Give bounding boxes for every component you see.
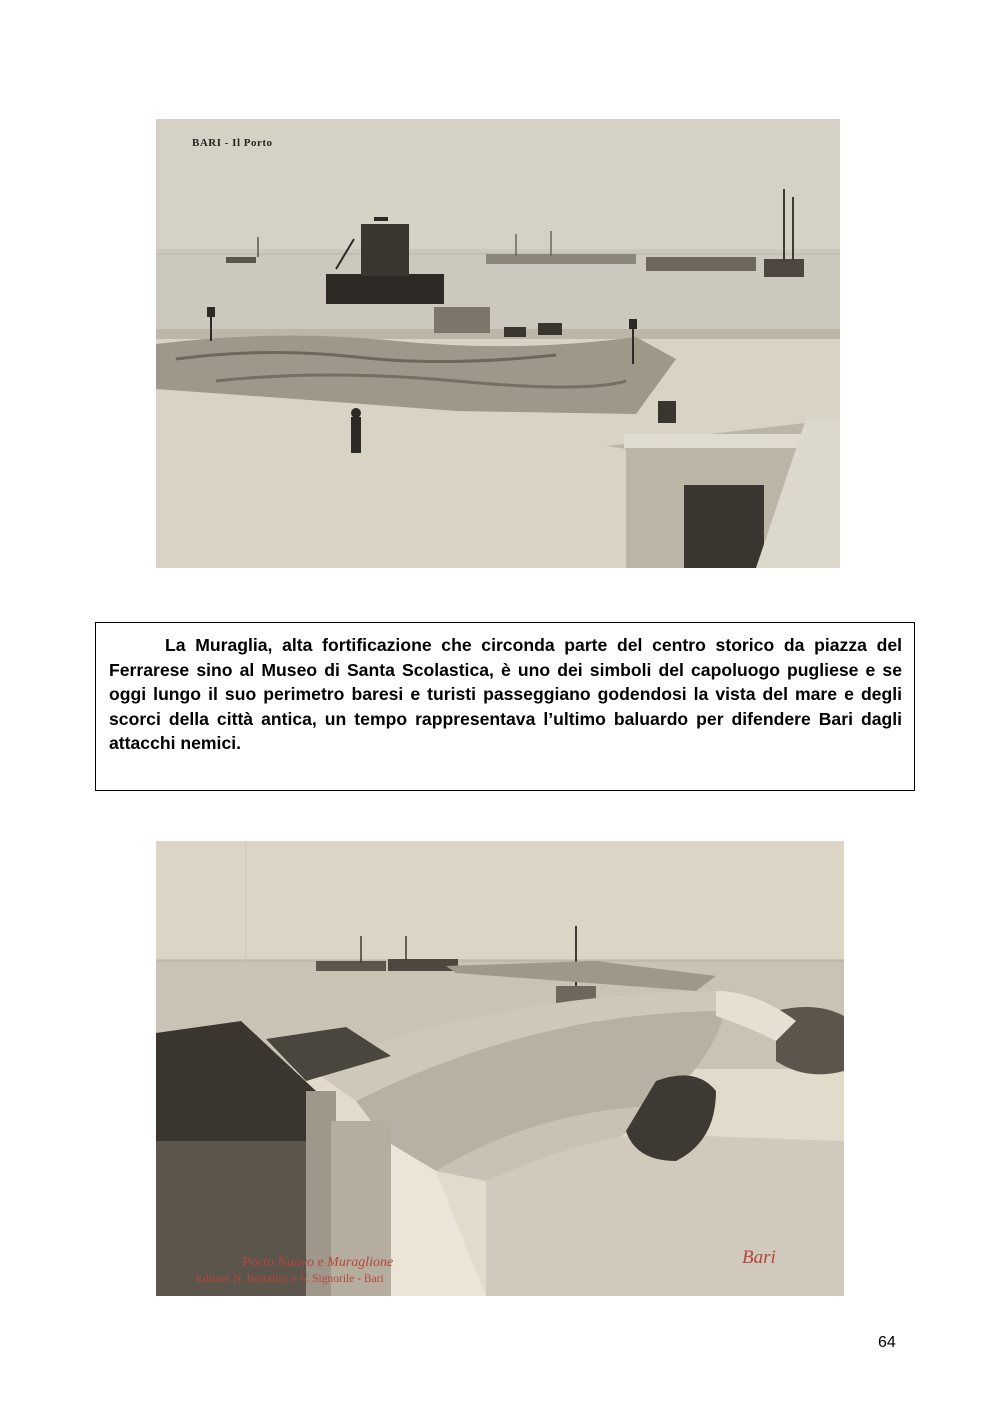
wall-photo (156, 841, 844, 1296)
body-paragraph: La Muraglia, alta fortificazione che circonda parte del centro storico da piazza del Ferrarese sino al Museo di Santa Scolastica, è uno dei simboli del capoluogo pugliese e se oggi lungo il suo perimetro baresi e turisti passeggiano godendosi la vista del mare e degli scorci della città antica, un tempo rappresentava l’ultimo baluardo per difendere Bari dagli attacchi nemici. (109, 635, 902, 754)
postcard-porto-nuovo-muraglione (156, 841, 844, 1296)
postcard-caption: BARI - Il Porto (192, 137, 273, 149)
postcard-bari-il-porto (156, 119, 840, 568)
postcard-city-label: Bari (742, 1247, 776, 1268)
harbor-photo (156, 119, 840, 568)
postcard-editor-credit: Editore N. Bottalico e V. Signorile - Bari (196, 1273, 384, 1285)
text-box (95, 622, 915, 791)
postcard-title: Porto Nuovo e Muraglione (242, 1255, 394, 1270)
page-number: 64 (878, 1334, 896, 1351)
